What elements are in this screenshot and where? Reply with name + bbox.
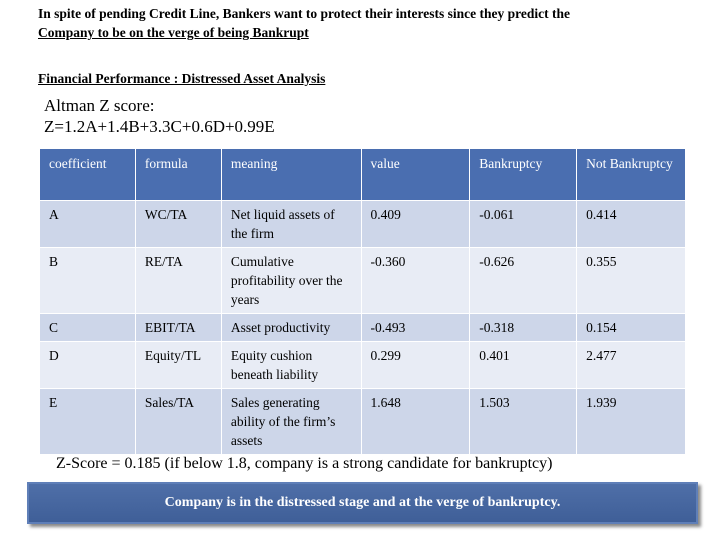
- header-coefficient: coefficient: [40, 149, 136, 201]
- cell-value: -0.360: [361, 248, 470, 314]
- table-header-row: [40, 149, 686, 201]
- zscore-note: Z-Score = 0.185 (if below 1.8, company is a strong candidate for bankruptcy): [56, 455, 553, 472]
- cell-coefficient: D: [40, 342, 136, 389]
- cell-coefficient: A: [40, 201, 136, 248]
- conclusion-banner: Company is in the distressed stage and at the verge of bankruptcy.: [27, 482, 698, 524]
- cell-formula: RE/TA: [135, 248, 221, 314]
- cell-value: -0.493: [361, 314, 470, 342]
- cell-meaning: Cumulative profitability over the years: [221, 248, 361, 314]
- cell-formula: Equity/TL: [135, 342, 221, 389]
- cell-meaning: Net liquid assets of the firm: [221, 201, 361, 248]
- cell-not-bankruptcy: 0.414: [577, 201, 686, 248]
- header-not-bankruptcy: Not Bankruptcy: [577, 149, 686, 201]
- cell-bankruptcy: -0.626: [470, 248, 577, 314]
- table-row: [40, 201, 686, 248]
- section-title: Financial Performance : Distressed Asset Analysis: [38, 71, 326, 86]
- cell-coefficient: B: [40, 248, 136, 314]
- cell-meaning: Asset productivity: [221, 314, 361, 342]
- header-meaning: meaning: [221, 149, 361, 201]
- coefficient-table: [39, 148, 686, 455]
- cell-not-bankruptcy: 0.154: [577, 314, 686, 342]
- cell-bankruptcy: 1.503: [470, 389, 577, 455]
- slide-heading: [38, 4, 718, 42]
- cell-not-bankruptcy: 0.355: [577, 248, 686, 314]
- cell-bankruptcy: -0.318: [470, 314, 577, 342]
- cell-meaning: Equity cushion beneath liability: [221, 342, 361, 389]
- table-row: [40, 248, 686, 314]
- altman-label: Altman Z score:: [44, 96, 155, 115]
- table-row: [40, 389, 686, 455]
- header-bankruptcy: Bankruptcy: [470, 149, 577, 201]
- cell-value: 0.409: [361, 201, 470, 248]
- header-formula: formula: [135, 149, 221, 201]
- heading-line-1: In spite of pending Credit Line, Bankers want to protect their interests since they predict the: [38, 6, 570, 21]
- cell-bankruptcy: 0.401: [470, 342, 577, 389]
- cell-formula: WC/TA: [135, 201, 221, 248]
- cell-coefficient: E: [40, 389, 136, 455]
- altman-formula: Z=1.2A+1.4B+3.3C+0.6D+0.99E: [44, 117, 275, 136]
- table-row: [40, 314, 686, 342]
- cell-not-bankruptcy: 2.477: [577, 342, 686, 389]
- heading-line-2: Company to be on the verge of being Bankrupt: [38, 25, 309, 40]
- table-row: [40, 342, 686, 389]
- header-value: value: [361, 149, 470, 201]
- cell-formula: Sales/TA: [135, 389, 221, 455]
- cell-coefficient: C: [40, 314, 136, 342]
- cell-value: 1.648: [361, 389, 470, 455]
- cell-not-bankruptcy: 1.939: [577, 389, 686, 455]
- cell-formula: EBIT/TA: [135, 314, 221, 342]
- cell-value: 0.299: [361, 342, 470, 389]
- cell-bankruptcy: -0.061: [470, 201, 577, 248]
- cell-meaning: Sales generating ability of the firm’s assets: [221, 389, 361, 455]
